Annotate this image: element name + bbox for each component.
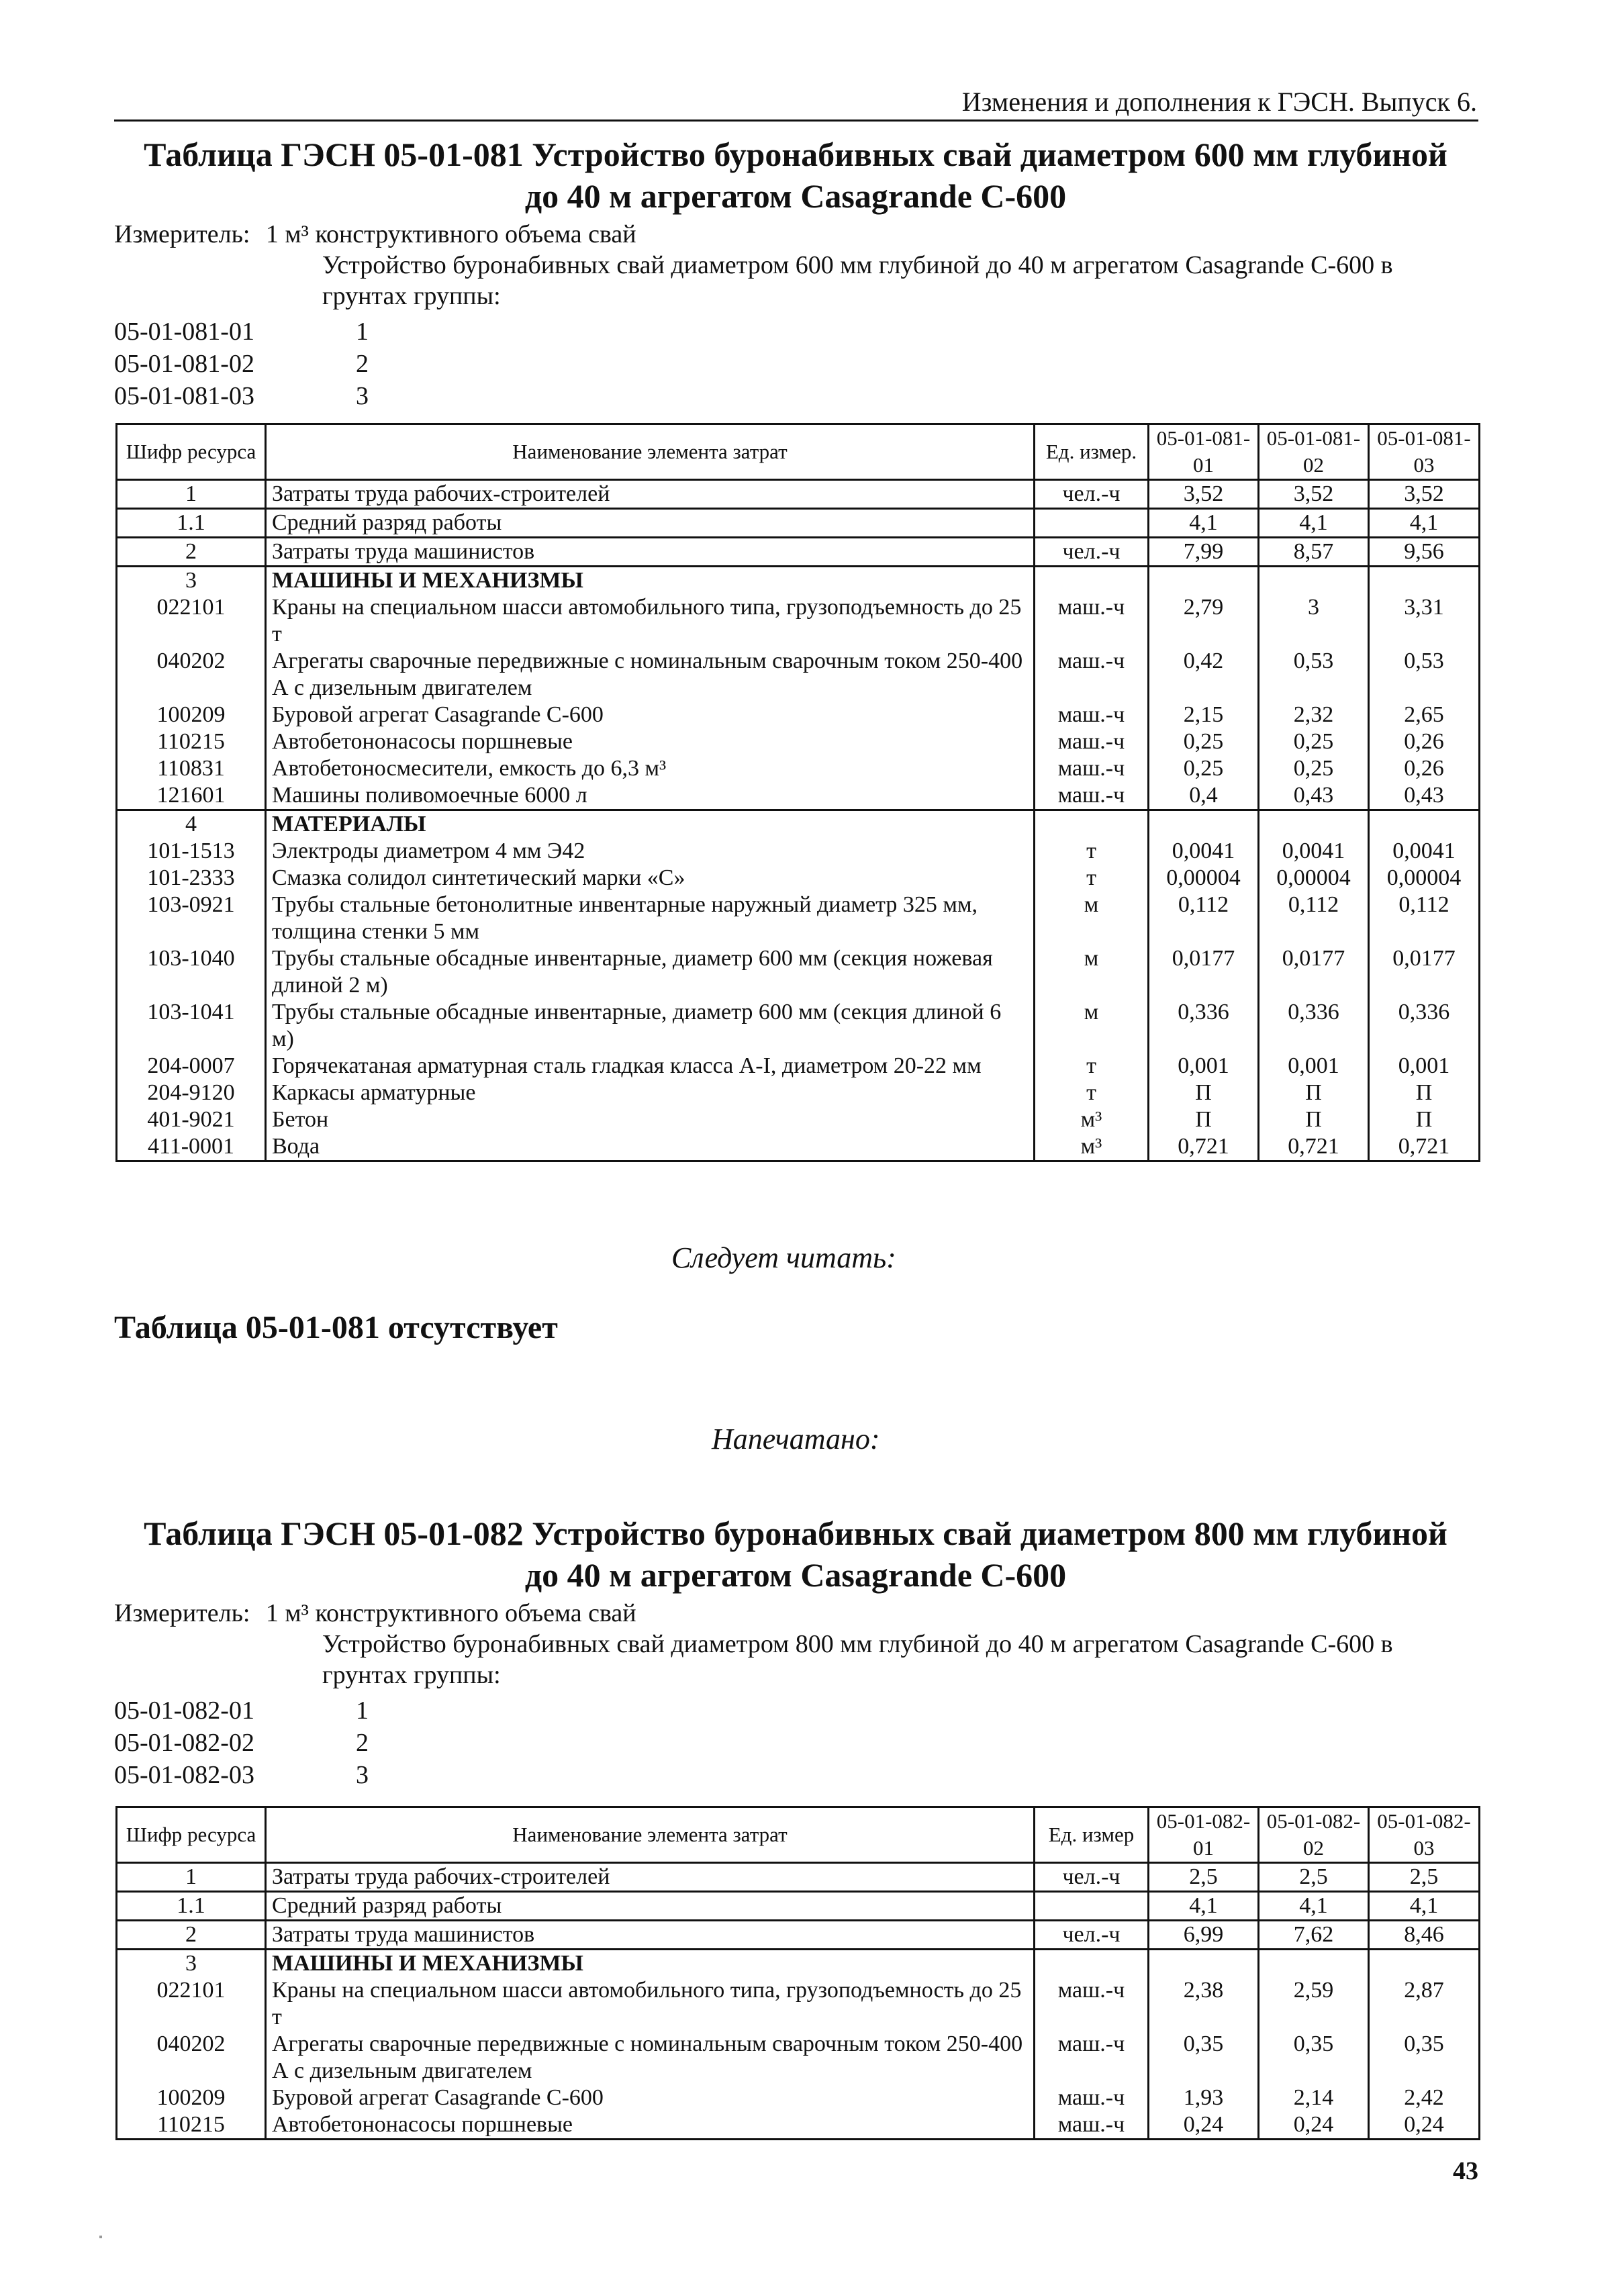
cell-value-1: 0,721	[1149, 1133, 1259, 1161]
cell-value-3: 9,56	[1369, 538, 1480, 567]
table-row	[117, 2031, 1480, 2085]
header-col1: 05-01-082-01	[1149, 1807, 1259, 1863]
cell-code: 401-9021	[117, 1106, 266, 1133]
cell-name: Затраты труда рабочих-строителей	[266, 480, 1035, 509]
cell-unit: чел.-ч	[1035, 1863, 1149, 1892]
cell-value-3: 2,42	[1369, 2085, 1480, 2111]
table-row	[117, 892, 1480, 945]
cell-value-2: 0,00004	[1259, 865, 1369, 892]
cell-value-3: П	[1369, 1080, 1480, 1106]
cell-value-3: 0,26	[1369, 728, 1480, 755]
cell-unit	[1035, 810, 1149, 839]
table-row	[117, 945, 1480, 999]
table-row	[117, 838, 1480, 865]
header-code: Шифр ресурса	[117, 1807, 266, 1863]
table-row	[117, 538, 1480, 567]
meter-label: Измеритель:	[114, 1599, 250, 1627]
cell-code: 100209	[117, 2085, 266, 2111]
header-unit: Ед. измер.	[1035, 424, 1149, 480]
cell-value-3: 8,46	[1369, 1921, 1480, 1950]
cell-code: 103-1041	[117, 999, 266, 1053]
cell-value-3	[1369, 810, 1480, 839]
cell-unit: т	[1035, 1053, 1149, 1080]
soil-group: 2	[356, 350, 369, 378]
table1-header-row	[117, 424, 1480, 480]
cell-value-2: 0,35	[1259, 2031, 1369, 2085]
cell-value-2: 0,0041	[1259, 838, 1369, 865]
printed-note: Напечатано:	[712, 1423, 880, 1455]
table-row	[117, 648, 1480, 702]
table1-description: Устройство буронабивных свай диаметром 600 мм глубиной до 40 м агрегатом Casagrande С-600 в грунтах группы:	[322, 251, 1393, 310]
meter-value: 1 м³ конструктивного объема свай	[266, 1599, 636, 1627]
code-id: 05-01-081-03	[114, 382, 254, 410]
cell-value-1: 0,42	[1149, 648, 1259, 702]
cell-code: 022101	[117, 1977, 266, 2031]
cell-unit: маш.-ч	[1035, 648, 1149, 702]
table2-description-block	[114, 1629, 1477, 1690]
header-col3: 05-01-081-03	[1369, 424, 1480, 480]
cell-value-2: 3,52	[1259, 480, 1369, 509]
meter-value: 1 м³ конструктивного объема свай	[266, 220, 636, 248]
cell-value-2: 2,14	[1259, 2085, 1369, 2111]
cell-value-1: 0,25	[1149, 755, 1259, 782]
header-col2: 05-01-081-02	[1259, 424, 1369, 480]
table1-meter	[114, 219, 1477, 250]
code-list-item	[114, 380, 369, 412]
cell-code: 204-0007	[117, 1053, 266, 1080]
cell-value-2: 4,1	[1259, 1892, 1369, 1921]
cell-name: Краны на специальном шасси автомобильного типа, грузоподъемность до 25 т	[266, 594, 1035, 648]
cell-value-1: 0,0041	[1149, 838, 1259, 865]
cell-value-1	[1149, 1950, 1259, 1978]
cell-value-1: 3,52	[1149, 480, 1259, 509]
soil-group: 2	[356, 1729, 369, 1757]
table2-description: Устройство буронабивных свай диаметром 800 мм глубиной до 40 м агрегатом Casagrande С-600 в грунтах группы:	[322, 1630, 1393, 1689]
cell-name: Горячекатаная арматурная сталь гладкая класса А-I, диаметром 20-22 мм	[266, 1053, 1035, 1080]
cell-code: 101-2333	[117, 865, 266, 892]
table-row	[117, 1080, 1480, 1106]
table-row	[117, 1977, 1480, 2031]
cell-value-3: 2,65	[1369, 702, 1480, 728]
cell-value-1: 0,25	[1149, 728, 1259, 755]
cell-value-3	[1369, 1950, 1480, 1978]
table1-description-block	[114, 250, 1477, 312]
absent-notice: Таблица 05-01-081 отсутствует	[114, 1310, 558, 1345]
cell-unit	[1035, 1892, 1149, 1921]
code-list-item	[114, 316, 369, 348]
cell-value-1: 0,001	[1149, 1053, 1259, 1080]
cell-value-1: 2,5	[1149, 1863, 1259, 1892]
cell-unit: маш.-ч	[1035, 2085, 1149, 2111]
cell-value-2: 0,25	[1259, 755, 1369, 782]
cell-unit: маш.-ч	[1035, 728, 1149, 755]
table-row	[117, 865, 1480, 892]
cell-value-2: 0,0177	[1259, 945, 1369, 999]
cell-value-1: 2,38	[1149, 1977, 1259, 2031]
cell-value-3: 0,721	[1369, 1133, 1480, 1161]
cell-value-1	[1149, 810, 1259, 839]
cell-name: Автобетоносмесители, емкость до 6,3 м³	[266, 755, 1035, 782]
running-header: Изменения и дополнения к ГЭСН. Выпуск 6.	[961, 87, 1477, 117]
table-row	[117, 1921, 1480, 1950]
page-number: 43	[1453, 2157, 1478, 2185]
cell-value-3: 3,52	[1369, 480, 1480, 509]
header-name: Наименование элемента затрат	[266, 1807, 1035, 1863]
cell-name: Вода	[266, 1133, 1035, 1161]
cell-name: Затраты труда рабочих-строителей	[266, 1863, 1035, 1892]
table2-resources	[115, 1806, 1480, 2140]
table-row	[117, 480, 1480, 509]
cell-value-2: П	[1259, 1080, 1369, 1106]
cell-value-1: 2,15	[1149, 702, 1259, 728]
cell-code: 1	[117, 1863, 266, 1892]
table-row	[117, 999, 1480, 1053]
cell-code: 121601	[117, 782, 266, 810]
cell-value-3: 0,0177	[1369, 945, 1480, 999]
table-row	[117, 1106, 1480, 1133]
table-row	[117, 2085, 1480, 2111]
code-list-item	[114, 1759, 369, 1791]
cell-value-1: 7,99	[1149, 538, 1259, 567]
cell-name: Трубы стальные бетонолитные инвентарные наружный диаметр 325 мм, толщина стенки 5 мм	[266, 892, 1035, 945]
table2-meter	[114, 1598, 1477, 1629]
header-col2: 05-01-082-02	[1259, 1807, 1369, 1863]
cell-value-2	[1259, 1950, 1369, 1978]
cell-name: Средний разряд работы	[266, 509, 1035, 538]
cell-value-3: 0,0041	[1369, 838, 1480, 865]
cell-value-3: 4,1	[1369, 1892, 1480, 1921]
table1-code-list	[114, 316, 369, 412]
soil-group: 3	[356, 1761, 369, 1789]
cell-unit: м	[1035, 945, 1149, 999]
cell-value-2: 4,1	[1259, 509, 1369, 538]
table1-resources	[115, 423, 1480, 1162]
cell-code: 103-0921	[117, 892, 266, 945]
cell-name: МАТЕРИАЛЫ	[266, 810, 1035, 839]
cell-value-2	[1259, 567, 1369, 595]
cell-value-1: П	[1149, 1080, 1259, 1106]
code-id: 05-01-082-03	[114, 1761, 254, 1789]
cell-value-1: 4,1	[1149, 1892, 1259, 1921]
table2-code-list	[114, 1694, 369, 1791]
cell-value-2: 0,112	[1259, 892, 1369, 945]
cell-value-3: 0,26	[1369, 755, 1480, 782]
cell-name: Бетон	[266, 1106, 1035, 1133]
code-id: 05-01-082-02	[114, 1729, 254, 1757]
cell-name: Затраты труда машинистов	[266, 1921, 1035, 1950]
cell-name: Буровой агрегат Casagrande С-600	[266, 2085, 1035, 2111]
cell-value-1: 0,00004	[1149, 865, 1259, 892]
table-row	[117, 810, 1480, 839]
cell-value-2: 2,5	[1259, 1863, 1369, 1892]
table-row	[117, 1133, 1480, 1161]
code-id: 05-01-081-02	[114, 350, 254, 378]
scan-speck	[99, 2236, 102, 2238]
cell-name: Агрегаты сварочные передвижные с номинальным сварочным током 250-400 А с дизельным двигателем	[266, 2031, 1035, 2085]
cell-value-3: 0,43	[1369, 782, 1480, 810]
cell-value-1: 0,4	[1149, 782, 1259, 810]
soil-group: 3	[356, 382, 369, 410]
code-list-item	[114, 348, 369, 380]
header-col1: 05-01-081-01	[1149, 424, 1259, 480]
cell-unit: маш.-ч	[1035, 594, 1149, 648]
cell-value-3: 0,53	[1369, 648, 1480, 702]
cell-name: МАШИНЫ И МЕХАНИЗМЫ	[266, 567, 1035, 595]
table-row	[117, 728, 1480, 755]
cell-value-2: П	[1259, 1106, 1369, 1133]
should-read-note: Следует читать:	[671, 1241, 896, 1274]
cell-value-2: 0,336	[1259, 999, 1369, 1053]
cell-unit: маш.-ч	[1035, 2031, 1149, 2085]
table2-title-line2: до 40 м агрегатом Casagrande С-600	[524, 1556, 1067, 1594]
cell-name: Краны на специальном шасси автомобильного типа, грузоподъемность до 25 т	[266, 1977, 1035, 2031]
table-row	[117, 1950, 1480, 1978]
cell-value-3: П	[1369, 1106, 1480, 1133]
cell-unit: т	[1035, 865, 1149, 892]
cell-unit: т	[1035, 838, 1149, 865]
cell-unit: м³	[1035, 1106, 1149, 1133]
cell-code: 4	[117, 810, 266, 839]
cell-code: 100209	[117, 702, 266, 728]
cell-value-2: 0,001	[1259, 1053, 1369, 1080]
cell-name: Каркасы арматурные	[266, 1080, 1035, 1106]
cell-value-2: 0,721	[1259, 1133, 1369, 1161]
cell-code: 022101	[117, 594, 266, 648]
cell-value-3: 3,31	[1369, 594, 1480, 648]
cell-value-1: 0,112	[1149, 892, 1259, 945]
table-row	[117, 702, 1480, 728]
table-row	[117, 509, 1480, 538]
table-row	[117, 594, 1480, 648]
cell-value-2: 2,32	[1259, 702, 1369, 728]
cell-value-1: 0,0177	[1149, 945, 1259, 999]
cell-value-2: 2,59	[1259, 1977, 1369, 2031]
cell-code: 3	[117, 1950, 266, 1978]
table2-header-row	[117, 1807, 1480, 1863]
cell-value-3: 0,35	[1369, 2031, 1480, 2085]
cell-unit	[1035, 567, 1149, 595]
cell-unit: м³	[1035, 1133, 1149, 1161]
cell-value-3: 0,24	[1369, 2111, 1480, 2140]
cell-value-2: 3	[1259, 594, 1369, 648]
cell-name: Агрегаты сварочные передвижные с номинальным сварочным током 250-400 А с дизельным двигателем	[266, 648, 1035, 702]
cell-unit: маш.-ч	[1035, 1977, 1149, 2031]
cell-value-3: 0,001	[1369, 1053, 1480, 1080]
cell-value-1: 0,336	[1149, 999, 1259, 1053]
cell-name: Электроды диаметром 4 мм Э42	[266, 838, 1035, 865]
cell-unit: чел.-ч	[1035, 1921, 1149, 1950]
cell-value-1: 0,24	[1149, 2111, 1259, 2140]
meter-label: Измеритель:	[114, 220, 250, 248]
cell-value-1: 2,79	[1149, 594, 1259, 648]
header-rule	[114, 119, 1478, 122]
cell-value-1: 1,93	[1149, 2085, 1259, 2111]
code-list-item	[114, 1694, 369, 1727]
cell-name: Автобетононасосы поршневые	[266, 2111, 1035, 2140]
cell-unit	[1035, 1950, 1149, 1978]
table2-title-line1: Таблица ГЭСН 05-01-082 Устройство буронабивных свай диаметром 800 мм глубиной	[144, 1515, 1447, 1552]
cell-unit: т	[1035, 1080, 1149, 1106]
cell-code: 110215	[117, 728, 266, 755]
cell-value-3	[1369, 567, 1480, 595]
code-id: 05-01-082-01	[114, 1696, 254, 1725]
cell-name: Трубы стальные обсадные инвентарные, диаметр 600 мм (секция ножевая длиной 2 м)	[266, 945, 1035, 999]
cell-code: 204-9120	[117, 1080, 266, 1106]
table-row	[117, 1863, 1480, 1892]
cell-code: 3	[117, 567, 266, 595]
cell-name: Машины поливомоечные 6000 л	[266, 782, 1035, 810]
cell-unit: маш.-ч	[1035, 755, 1149, 782]
cell-value-1	[1149, 567, 1259, 595]
cell-value-3: 0,112	[1369, 892, 1480, 945]
cell-code: 040202	[117, 648, 266, 702]
cell-value-2	[1259, 810, 1369, 839]
cell-value-1: 4,1	[1149, 509, 1259, 538]
cell-unit: маш.-ч	[1035, 702, 1149, 728]
cell-unit: м	[1035, 892, 1149, 945]
cell-code: 2	[117, 538, 266, 567]
cell-value-3: 0,336	[1369, 999, 1480, 1053]
cell-name: Автобетононасосы поршневые	[266, 728, 1035, 755]
cell-value-3: 2,5	[1369, 1863, 1480, 1892]
soil-group: 1	[356, 318, 369, 346]
header-code: Шифр ресурса	[117, 424, 266, 480]
cell-code: 1	[117, 480, 266, 509]
cell-unit: чел.-ч	[1035, 538, 1149, 567]
cell-value-3: 2,87	[1369, 1977, 1480, 2031]
cell-value-3: 4,1	[1369, 509, 1480, 538]
cell-name: МАШИНЫ И МЕХАНИЗМЫ	[266, 1950, 1035, 1978]
cell-name: Буровой агрегат Casagrande С-600	[266, 702, 1035, 728]
cell-unit: маш.-ч	[1035, 782, 1149, 810]
cell-value-2: 0,53	[1259, 648, 1369, 702]
cell-name: Трубы стальные обсадные инвентарные, диаметр 600 мм (секция длиной 6 м)	[266, 999, 1035, 1053]
table-row	[117, 1053, 1480, 1080]
cell-value-1: 6,99	[1149, 1921, 1259, 1950]
cell-code: 2	[117, 1921, 266, 1950]
cell-code: 101-1513	[117, 838, 266, 865]
cell-value-2: 7,62	[1259, 1921, 1369, 1950]
table-row	[117, 755, 1480, 782]
cell-name: Затраты труда машинистов	[266, 538, 1035, 567]
cell-value-2: 0,24	[1259, 2111, 1369, 2140]
table-row	[117, 567, 1480, 595]
header-unit: Ед. измер	[1035, 1807, 1149, 1863]
cell-value-2: 8,57	[1259, 538, 1369, 567]
table-row	[117, 782, 1480, 810]
code-id: 05-01-081-01	[114, 318, 254, 346]
code-list-item	[114, 1727, 369, 1759]
table1-title-line2: до 40 м агрегатом Casagrande С-600	[524, 177, 1067, 215]
cell-value-2: 0,25	[1259, 728, 1369, 755]
cell-name: Смазка солидол синтетический марки «С»	[266, 865, 1035, 892]
cell-code: 1.1	[117, 509, 266, 538]
cell-value-2: 0,43	[1259, 782, 1369, 810]
cell-unit: м	[1035, 999, 1149, 1053]
table1-title-line1: Таблица ГЭСН 05-01-081 Устройство буронабивных свай диаметром 600 мм глубиной	[144, 136, 1447, 173]
table-row	[117, 2111, 1480, 2140]
cell-code: 040202	[117, 2031, 266, 2085]
table-row	[117, 1892, 1480, 1921]
header-name: Наименование элемента затрат	[266, 424, 1035, 480]
cell-code: 1.1	[117, 1892, 266, 1921]
cell-unit: маш.-ч	[1035, 2111, 1149, 2140]
cell-unit	[1035, 509, 1149, 538]
cell-value-1: П	[1149, 1106, 1259, 1133]
header-col3: 05-01-082-03	[1369, 1807, 1480, 1863]
cell-code: 411-0001	[117, 1133, 266, 1161]
cell-value-3: 0,00004	[1369, 865, 1480, 892]
cell-code: 110215	[117, 2111, 266, 2140]
cell-name: Средний разряд работы	[266, 1892, 1035, 1921]
cell-code: 110831	[117, 755, 266, 782]
soil-group: 1	[356, 1696, 369, 1725]
cell-code: 103-1040	[117, 945, 266, 999]
cell-value-1: 0,35	[1149, 2031, 1259, 2085]
cell-unit: чел.-ч	[1035, 480, 1149, 509]
